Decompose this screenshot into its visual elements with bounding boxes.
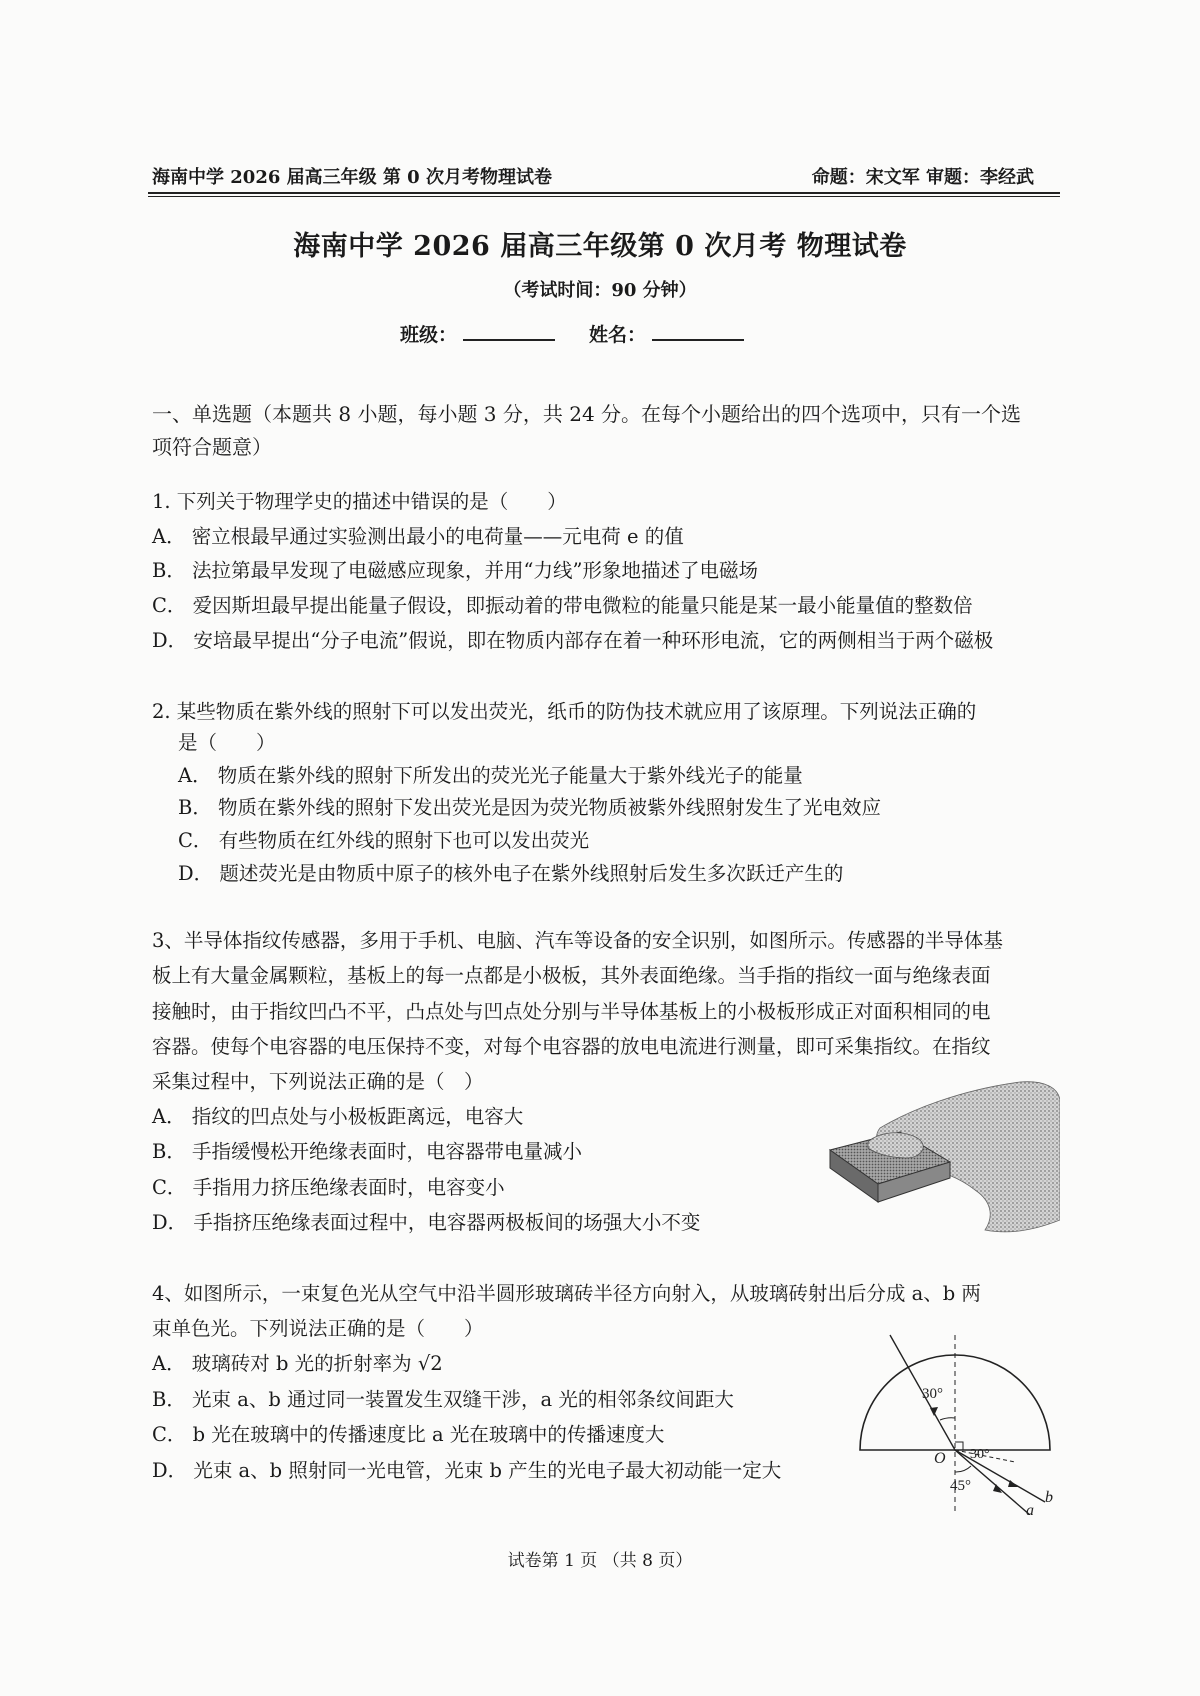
ray-b-label: b <box>1045 1489 1053 1506</box>
angle-bottom-label: 45° <box>950 1478 971 1494</box>
q1-option-d: D． 安培最早提出“分子电流”假说，即在物质内部存在着一种环形电流，它的两侧相当于两个磁极 <box>152 629 994 652</box>
q1-option-a: A． 密立根最早通过实验测出最小的电荷量——元电荷 e 的值 <box>152 525 684 548</box>
exam-title: 海南中学 2026 届高三年级第 0 次月考 物理试卷 <box>293 231 907 262</box>
header-left: 海南中学 2026 届高三年级 第 0 次月考物理试卷 <box>152 167 552 188</box>
ray-b <box>955 1450 1045 1502</box>
q1-option-c: C． 爱因斯坦最早提出能量子假设，即振动着的带电微粒的能量只能是某一最小能量值的整数倍 <box>152 594 973 617</box>
q2-option-a: A． 物质在紫外线的照射下所发出的荧光光子能量大于紫外线光子的能量 <box>178 764 803 787</box>
origin-label: O <box>934 1450 946 1467</box>
q4-option-d: D． 光束 a、b 照射同一光电管，光束 b 产生的光电子最大初动能一定大 <box>152 1459 782 1482</box>
q3-stem-1: 3、半导体指纹传感器，多用于手机、电脑、汽车等设备的安全识别，如图所示。传感器的半导体基 <box>152 929 1003 952</box>
student-fields <box>400 320 778 347</box>
class-blank[interactable] <box>463 321 555 341</box>
exam-duration: （考试时间：90 分钟） <box>503 280 697 301</box>
header-rule-thin <box>148 196 1060 197</box>
q3-option-c: C． 手指用力挤压绝缘表面时，电容变小 <box>152 1176 505 1199</box>
header-right: 命题：宋文军 审题：李经武 <box>811 167 1034 188</box>
q2-stem: 2. 某些物质在紫外线的照射下可以发出荧光，纸币的防伪技术就应用了该原理。下列说法正确的 <box>152 700 977 723</box>
class-label: 班级： <box>400 324 458 346</box>
q4-option-b: B． 光束 a、b 通过同一装置发生双缝干涉，a 光的相邻条纹间距大 <box>152 1388 734 1411</box>
q2-option-d: D． 题述荧光是由物质中原子的核外电子在紫外线照射后发生多次跃迁产生的 <box>178 862 844 885</box>
page-header <box>152 163 1062 193</box>
q3-option-a: A． 指纹的凹点处与小极板距离远，电容大 <box>152 1105 524 1128</box>
q4-stem-2: 束单色光。下列说法正确的是（ ） <box>152 1317 484 1340</box>
q3-stem-5: 采集过程中，下列说法正确的是（ ） <box>152 1070 484 1093</box>
name-blank[interactable] <box>652 321 744 341</box>
semicircle-glass-figure <box>850 1320 1060 1515</box>
q1-stem: 1. 下列关于物理学史的描述中错误的是（ ） <box>152 490 567 513</box>
q3-option-d: D． 手指挤压绝缘表面过程中，电容器两极板间的场强大小不变 <box>152 1211 701 1234</box>
section-heading: 一、单选题（本题共 8 小题，每小题 3 分，共 24 分。在每个小题给出的四个选项中，只有一个选 <box>152 402 1022 426</box>
q4-option-a: A． 玻璃砖对 b 光的折射率为 √2 <box>152 1352 443 1375</box>
q2-stem-cont: 是（ ） <box>178 731 276 754</box>
fingerprint-sensor-figure <box>820 1070 1060 1240</box>
q2-option-c: C． 有些物质在红外线的照射下也可以发出荧光 <box>178 829 590 852</box>
q1-option-b: B． 法拉第最早发现了电磁感应现象，并用“力线”形象地描述了电磁场 <box>152 559 758 582</box>
q3-stem-2: 板上有大量金属颗粒，基板上的每一点都是小极板，其外表面绝缘。当手指的指纹一面与绝缘表面 <box>152 964 991 987</box>
q4-stem-1: 4、如图所示，一束复色光从空气中沿半圆形玻璃砖半径方向射入，从玻璃砖射出后分成 a、b 两 <box>152 1282 981 1305</box>
q3-option-b: B． 手指缓慢松开绝缘表面时，电容器带电量减小 <box>152 1140 583 1163</box>
angle-top-label: 30° <box>922 1386 943 1402</box>
section-heading-cont: 项符合题意） <box>152 435 272 459</box>
ray-a-label: a <box>1026 1502 1034 1515</box>
q2-option-b: B． 物质在紫外线的照射下发出荧光是因为荧光物质被紫外线照射发生了光电效应 <box>178 796 882 819</box>
q3-stem-3: 接触时，由于指纹凹凸不平，凸点处与凹点处分别与半导体基板上的小极板形成正对面积相同的电 <box>152 1000 991 1023</box>
name-label: 姓名： <box>589 324 647 346</box>
q3-stem-4: 容器。使每个电容器的电压保持不变，对每个电容器的放电电流进行测量，即可采集指纹。在指纹 <box>152 1035 991 1058</box>
page-footer: 试卷第 1 页 （共 8 页） <box>507 1551 693 1571</box>
q4-option-c: C． b 光在玻璃中的传播速度比 a 光在玻璃中的传播速度大 <box>152 1423 665 1446</box>
angle-right-label: 30° <box>970 1447 990 1462</box>
header-rule <box>148 192 1060 194</box>
